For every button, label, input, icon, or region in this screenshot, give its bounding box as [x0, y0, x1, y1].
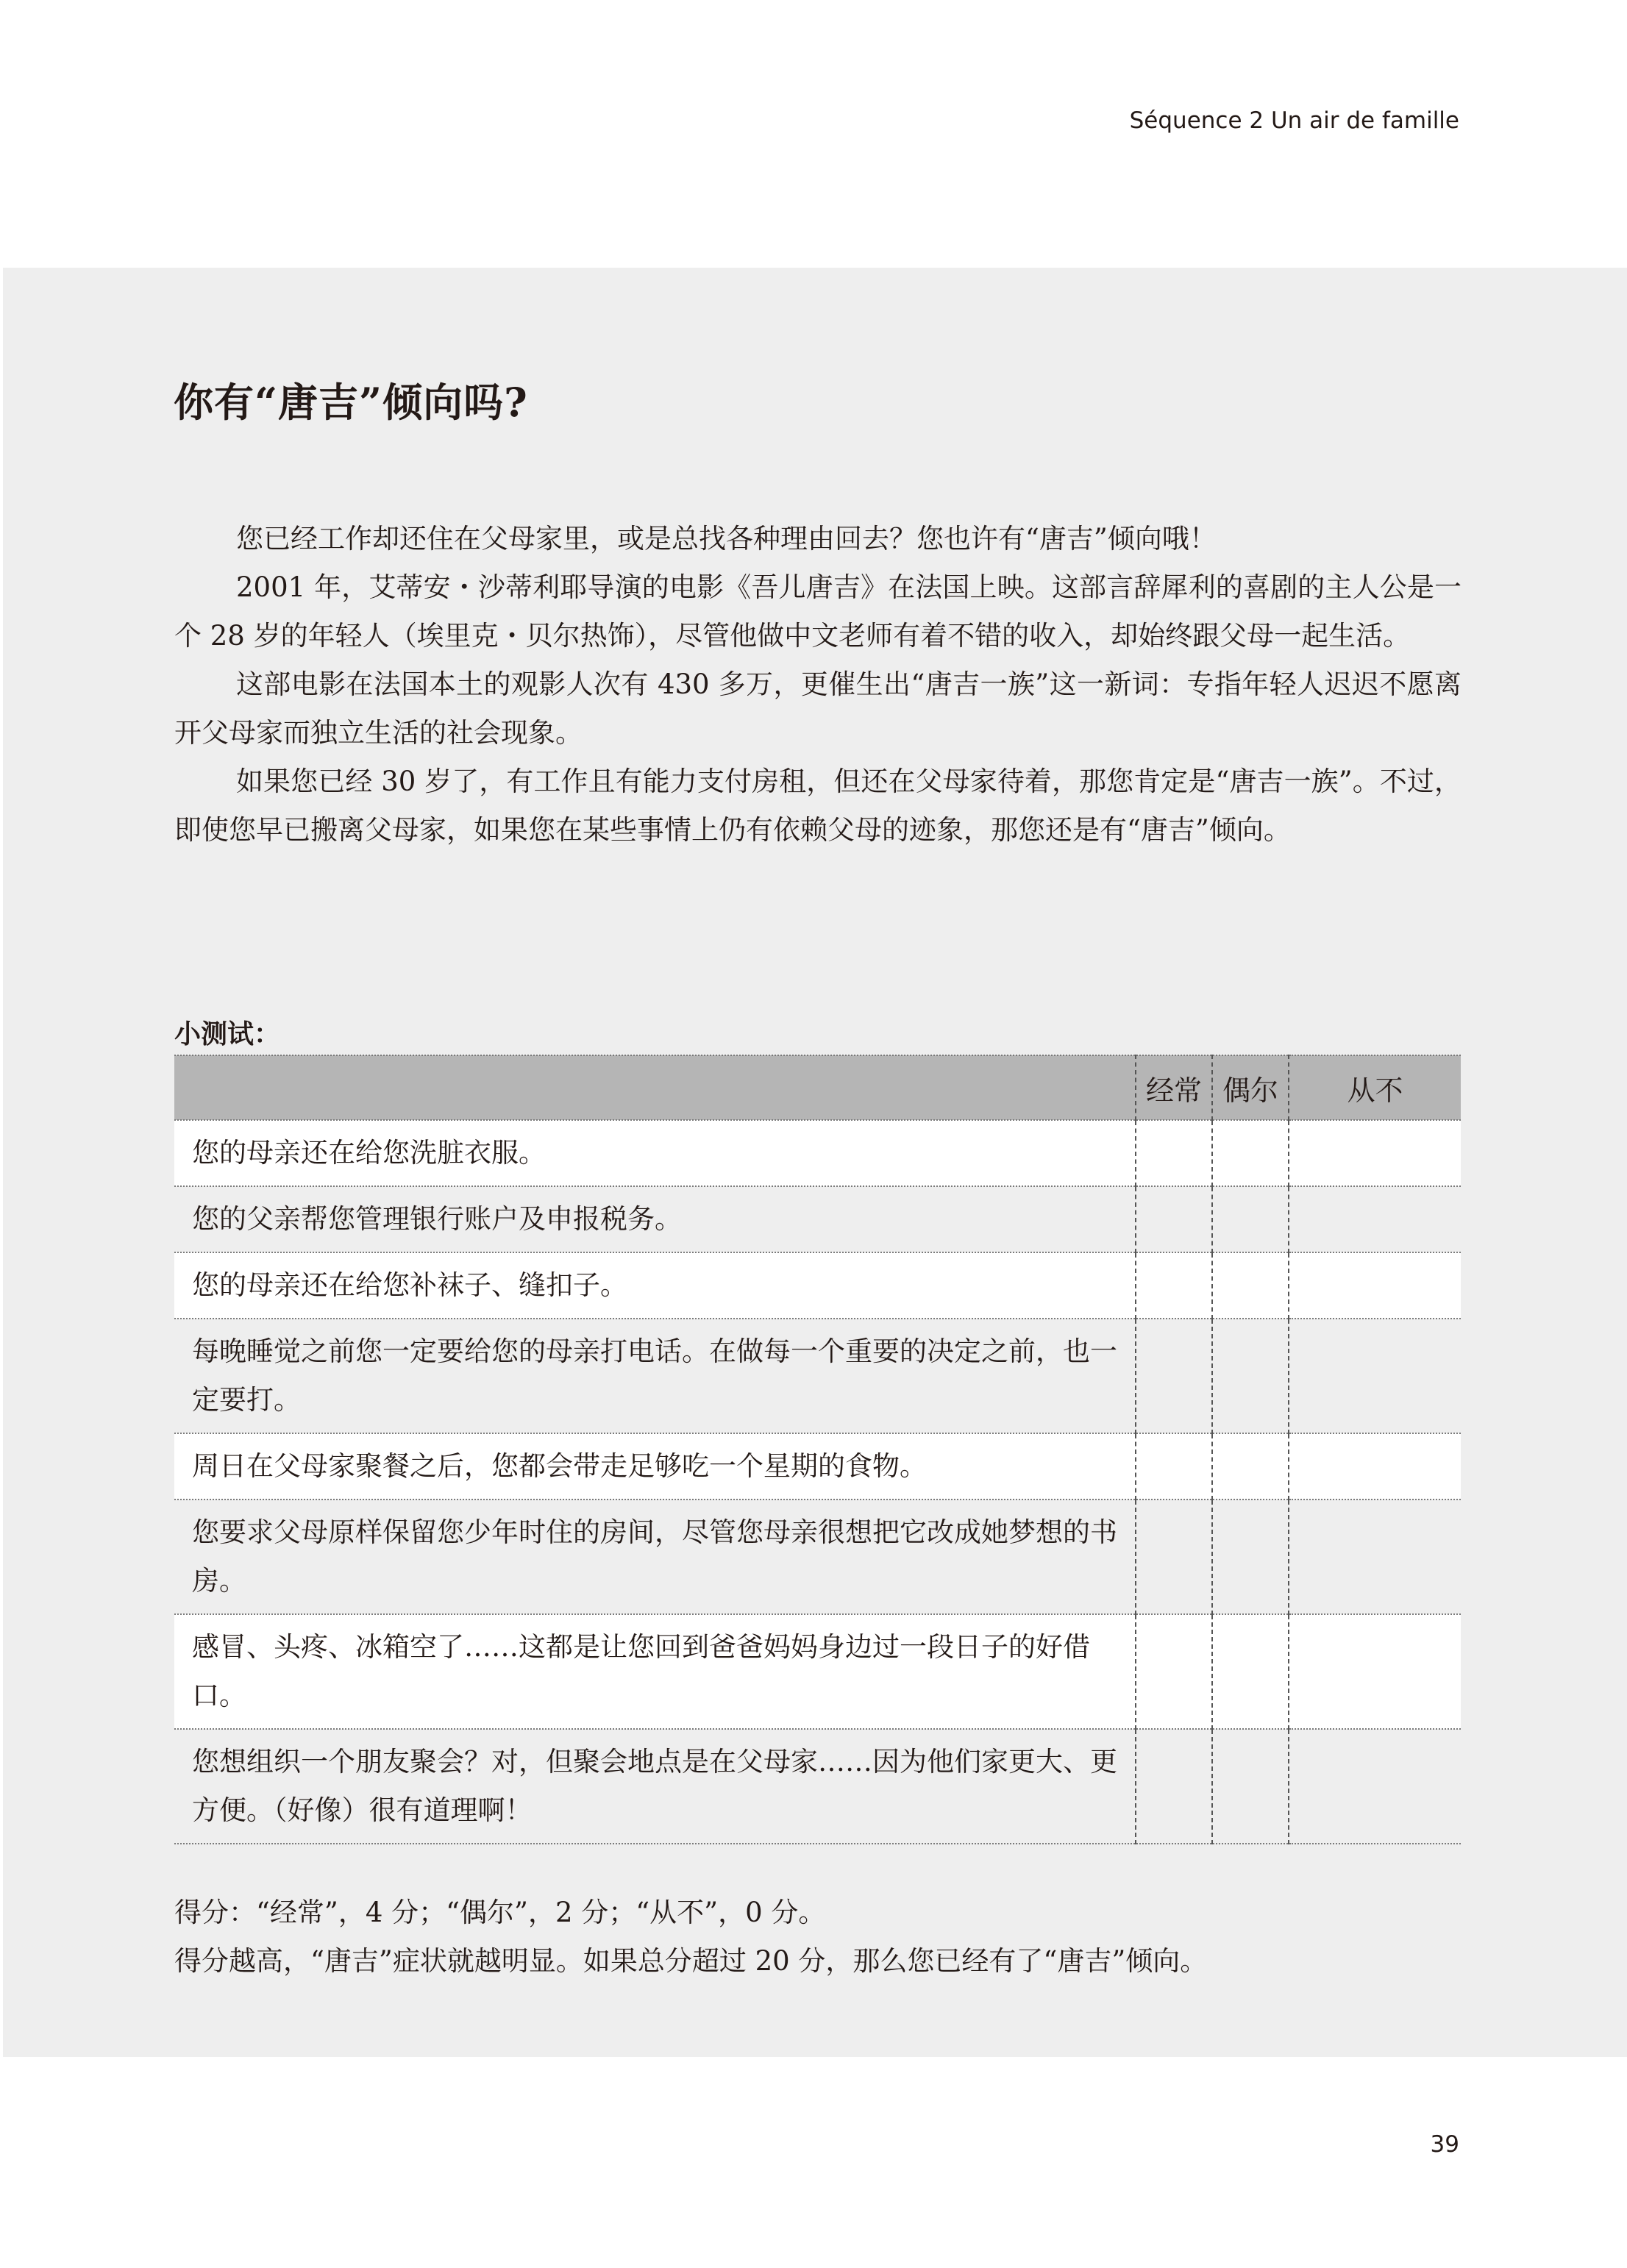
column-header-often: 经常 [1136, 1055, 1212, 1120]
answer-cell-sometimes[interactable] [1212, 1499, 1289, 1614]
answer-cell-sometimes[interactable] [1212, 1614, 1289, 1729]
quiz-row [174, 1614, 1461, 1729]
question-column-header [174, 1055, 1136, 1120]
answer-cell-sometimes[interactable] [1212, 1729, 1289, 1844]
answer-cell-often[interactable] [1136, 1252, 1212, 1319]
answer-cell-often[interactable] [1136, 1729, 1212, 1844]
quiz-question: 您想组织一个朋友聚会？对，但聚会地点是在父母家……因为他们家更大、更方便。（好像）很有道理啊！ [174, 1729, 1136, 1844]
answer-cell-often[interactable] [1136, 1499, 1212, 1614]
answer-cell-often[interactable] [1136, 1186, 1212, 1252]
answer-cell-often[interactable] [1136, 1120, 1212, 1186]
answer-cell-never[interactable] [1289, 1499, 1461, 1614]
answer-cell-never[interactable] [1289, 1319, 1461, 1433]
intro-paragraph: 这部电影在法国本土的观影人次有 430 多万，更催生出“唐吉一族”这一新词：专指年轻人迟迟不愿离开父母家而独立生活的社会现象。 [174, 668, 1462, 749]
intro-text [174, 515, 1462, 855]
scoring-text [174, 1889, 1469, 1986]
quiz-row [174, 1319, 1461, 1433]
quiz-question: 您的父亲帮您管理银行账户及申报税务。 [174, 1186, 1136, 1252]
scoring-rule: 得分：“经常”，4 分；“偶尔”，2 分；“从不”，0 分。 [174, 1897, 826, 1928]
quiz-question: 每晚睡觉之前您一定要给您的母亲打电话。在做每一个重要的决定之前，也一定要打。 [174, 1319, 1136, 1433]
quiz-question: 您的母亲还在给您补袜子、缝扣子。 [174, 1252, 1136, 1319]
answer-cell-never[interactable] [1289, 1120, 1461, 1186]
article-title: 你有“唐吉”倾向吗? [174, 379, 528, 426]
quiz-question: 您的母亲还在给您洗脏衣服。 [174, 1120, 1136, 1186]
quiz-row [174, 1252, 1461, 1319]
quiz-label: 小测试： [174, 1019, 281, 1049]
quiz-table [174, 1055, 1461, 1844]
intro-paragraph: 2001 年，艾蒂安・沙蒂利耶导演的电影《吾儿唐吉》在法国上映。这部言辞犀利的喜剧的主人公是一个 28 岁的年轻人（埃里克・贝尔热饰），尽管他做中文老师有着不错的收入，却始终跟父母一起生活。 [174, 571, 1462, 652]
quiz-row [174, 1120, 1461, 1186]
page-number: 39 [1430, 2131, 1459, 2158]
answer-cell-often[interactable] [1136, 1433, 1212, 1499]
intro-paragraph: 您已经工作却还住在父母家里，或是总找各种理由回去？您也许有“唐吉”倾向哦！ [236, 523, 1217, 554]
answer-cell-never[interactable] [1289, 1252, 1461, 1319]
answer-cell-often[interactable] [1136, 1614, 1212, 1729]
answer-cell-never[interactable] [1289, 1729, 1461, 1844]
column-header-sometimes: 偶尔 [1212, 1055, 1289, 1120]
quiz-question: 感冒、头疼、冰箱空了……这都是让您回到爸爸妈妈身边过一段日子的好借口。 [174, 1614, 1136, 1729]
answer-cell-never[interactable] [1289, 1186, 1461, 1252]
quiz-question: 您要求父母原样保留您少年时住的房间，尽管您母亲很想把它改成她梦想的书房。 [174, 1499, 1136, 1614]
answer-cell-sometimes[interactable] [1212, 1252, 1289, 1319]
answer-cell-sometimes[interactable] [1212, 1319, 1289, 1433]
answer-cell-sometimes[interactable] [1212, 1433, 1289, 1499]
answer-cell-often[interactable] [1136, 1319, 1212, 1433]
quiz-question: 周日在父母家聚餐之后，您都会带走足够吃一个星期的食物。 [174, 1433, 1136, 1499]
quiz-row [174, 1499, 1461, 1614]
column-header-never: 从不 [1289, 1055, 1461, 1120]
quiz-row [174, 1433, 1461, 1499]
answer-cell-sometimes[interactable] [1212, 1120, 1289, 1186]
answer-cell-sometimes[interactable] [1212, 1186, 1289, 1252]
intro-paragraph: 如果您已经 30 岁了，有工作且有能力支付房租，但还在父母家待着，那您肯定是“唐吉一族”。不过，即使您早已搬离父母家，如果您在某些事情上仍有依赖父母的迹象，那您还是有“唐吉”倾向。 [174, 766, 1462, 846]
answer-cell-never[interactable] [1289, 1614, 1461, 1729]
answer-cell-never[interactable] [1289, 1433, 1461, 1499]
quiz-header-row [174, 1055, 1461, 1120]
quiz-row [174, 1186, 1461, 1252]
quiz-row [174, 1729, 1461, 1844]
scoring-interpretation: 得分越高，“唐吉”症状就越明显。如果总分超过 20 分，那么您已经有了“唐吉”倾向。 [174, 1945, 1208, 1977]
running-head: Séquence 2 Un air de famille [1129, 107, 1459, 134]
